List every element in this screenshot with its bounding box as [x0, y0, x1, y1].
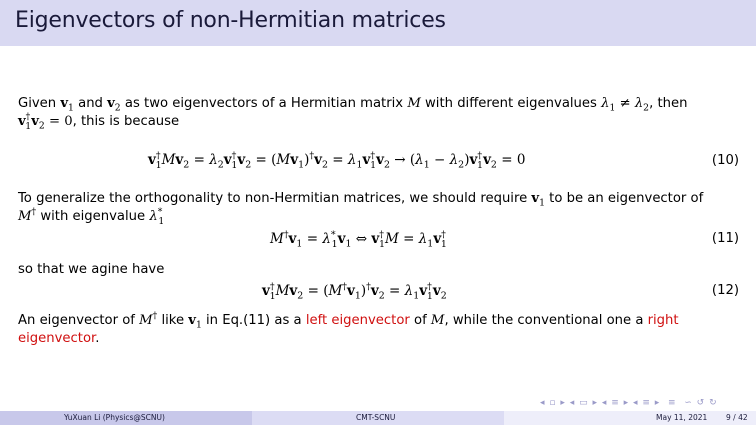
p4-text-3: in Eq.(11) as a [201, 313, 306, 328]
p1-text-6: , this is because [72, 114, 180, 129]
paragraph-4: An eigenvector of M† like $v_1$ in Eq.(11) as a left eigenvector of M, while the conventional one a right eigenvector. [18, 310, 679, 346]
p4-text-5: , while the conventional one a [444, 313, 648, 328]
p1-text-1: Given [18, 96, 61, 111]
left-eigenvector-term: left eigenvector [305, 313, 410, 328]
eigenvector-term: eigenvector [18, 331, 96, 346]
p4-text-6: . [95, 331, 100, 346]
equation-11: $M^\dagger v_1 = \lambda^*_1v_1$ ⇔ $v^\dagger_1M = \lambda_1v^\dagger_1$ [270, 229, 447, 250]
p1-text-5: , then [649, 96, 688, 111]
p2-text-2: to be an eigenvector of [544, 191, 704, 206]
p2-text-3: with eigenvalue [36, 209, 150, 224]
right-term: right [647, 313, 679, 328]
p4-text-4: of [409, 313, 431, 328]
p1-text-4: with different eigenvalues [420, 96, 602, 111]
footer-author: YuXuan Li (Physics@SCNU) [64, 413, 165, 422]
equation-12: $v^\dagger_1Mv_2 = (M^\dagger v_1)^\dagger v_2 = \lambda_1v^\dagger_1v_2$ [262, 281, 447, 302]
beamer-navigation-icons[interactable]: ◂ ▫ ▸ ◂ ▭ ▸ ◂ ≡ ▸ ◂ ≡ ▸ ≡ ∽ ↺ ↻ [540, 398, 718, 408]
title-bar [0, 0, 756, 46]
equation-10-number: (10) [711, 153, 739, 168]
paragraph-1: Given $v_1$ and $v_2$ as two eigenvectors of a Hermitian matrix M with different eigenvalues $\lambda_1 \ne \lambda_2$, then $v^\dagger_1v_2 = 0$, this is because [18, 96, 688, 132]
paragraph-2: To generalize the orthogonality to non-Hermitian matrices, we should require $v_1$ to be an eigenvector of M† with eigenvalue $\lambda^*_1$ [18, 191, 704, 227]
slide-title: Eigenvectors of non-Hermitian matrices [15, 8, 446, 33]
equation-10: $v^\dagger_1Mv_2 = \lambda_2v^\dagger_1v_2 = (Mv_1)^\dagger v_2 = \lambda_1v^\dagger_1v_2 \to (\lambda_1 - \lambda_2)v^\dagger_1v_2 = 0$ [148, 150, 526, 171]
equation-12-number: (12) [711, 283, 739, 298]
equation-11-number: (11) [711, 231, 739, 246]
p4-text-2: like [157, 313, 189, 328]
footer-page: 9 / 42 [726, 413, 748, 422]
p1-text-2: and [73, 96, 108, 111]
p4-text-1: An eigenvector of [18, 313, 140, 328]
p1-text-3: as two eigenvectors of a Hermitian matrix [120, 96, 408, 111]
footer-date-panel [504, 411, 756, 425]
paragraph-3: so that we agine have [18, 262, 165, 277]
footer-date: May 11, 2021 [656, 413, 708, 422]
p2-text-1: To generalize the orthogonality to non-Hermitian matrices, we should require [18, 191, 532, 206]
footer [0, 411, 756, 425]
footer-short-title: CMT-SCNU [356, 413, 396, 422]
footer-title-panel [252, 411, 504, 425]
footer-author-panel [0, 411, 252, 425]
